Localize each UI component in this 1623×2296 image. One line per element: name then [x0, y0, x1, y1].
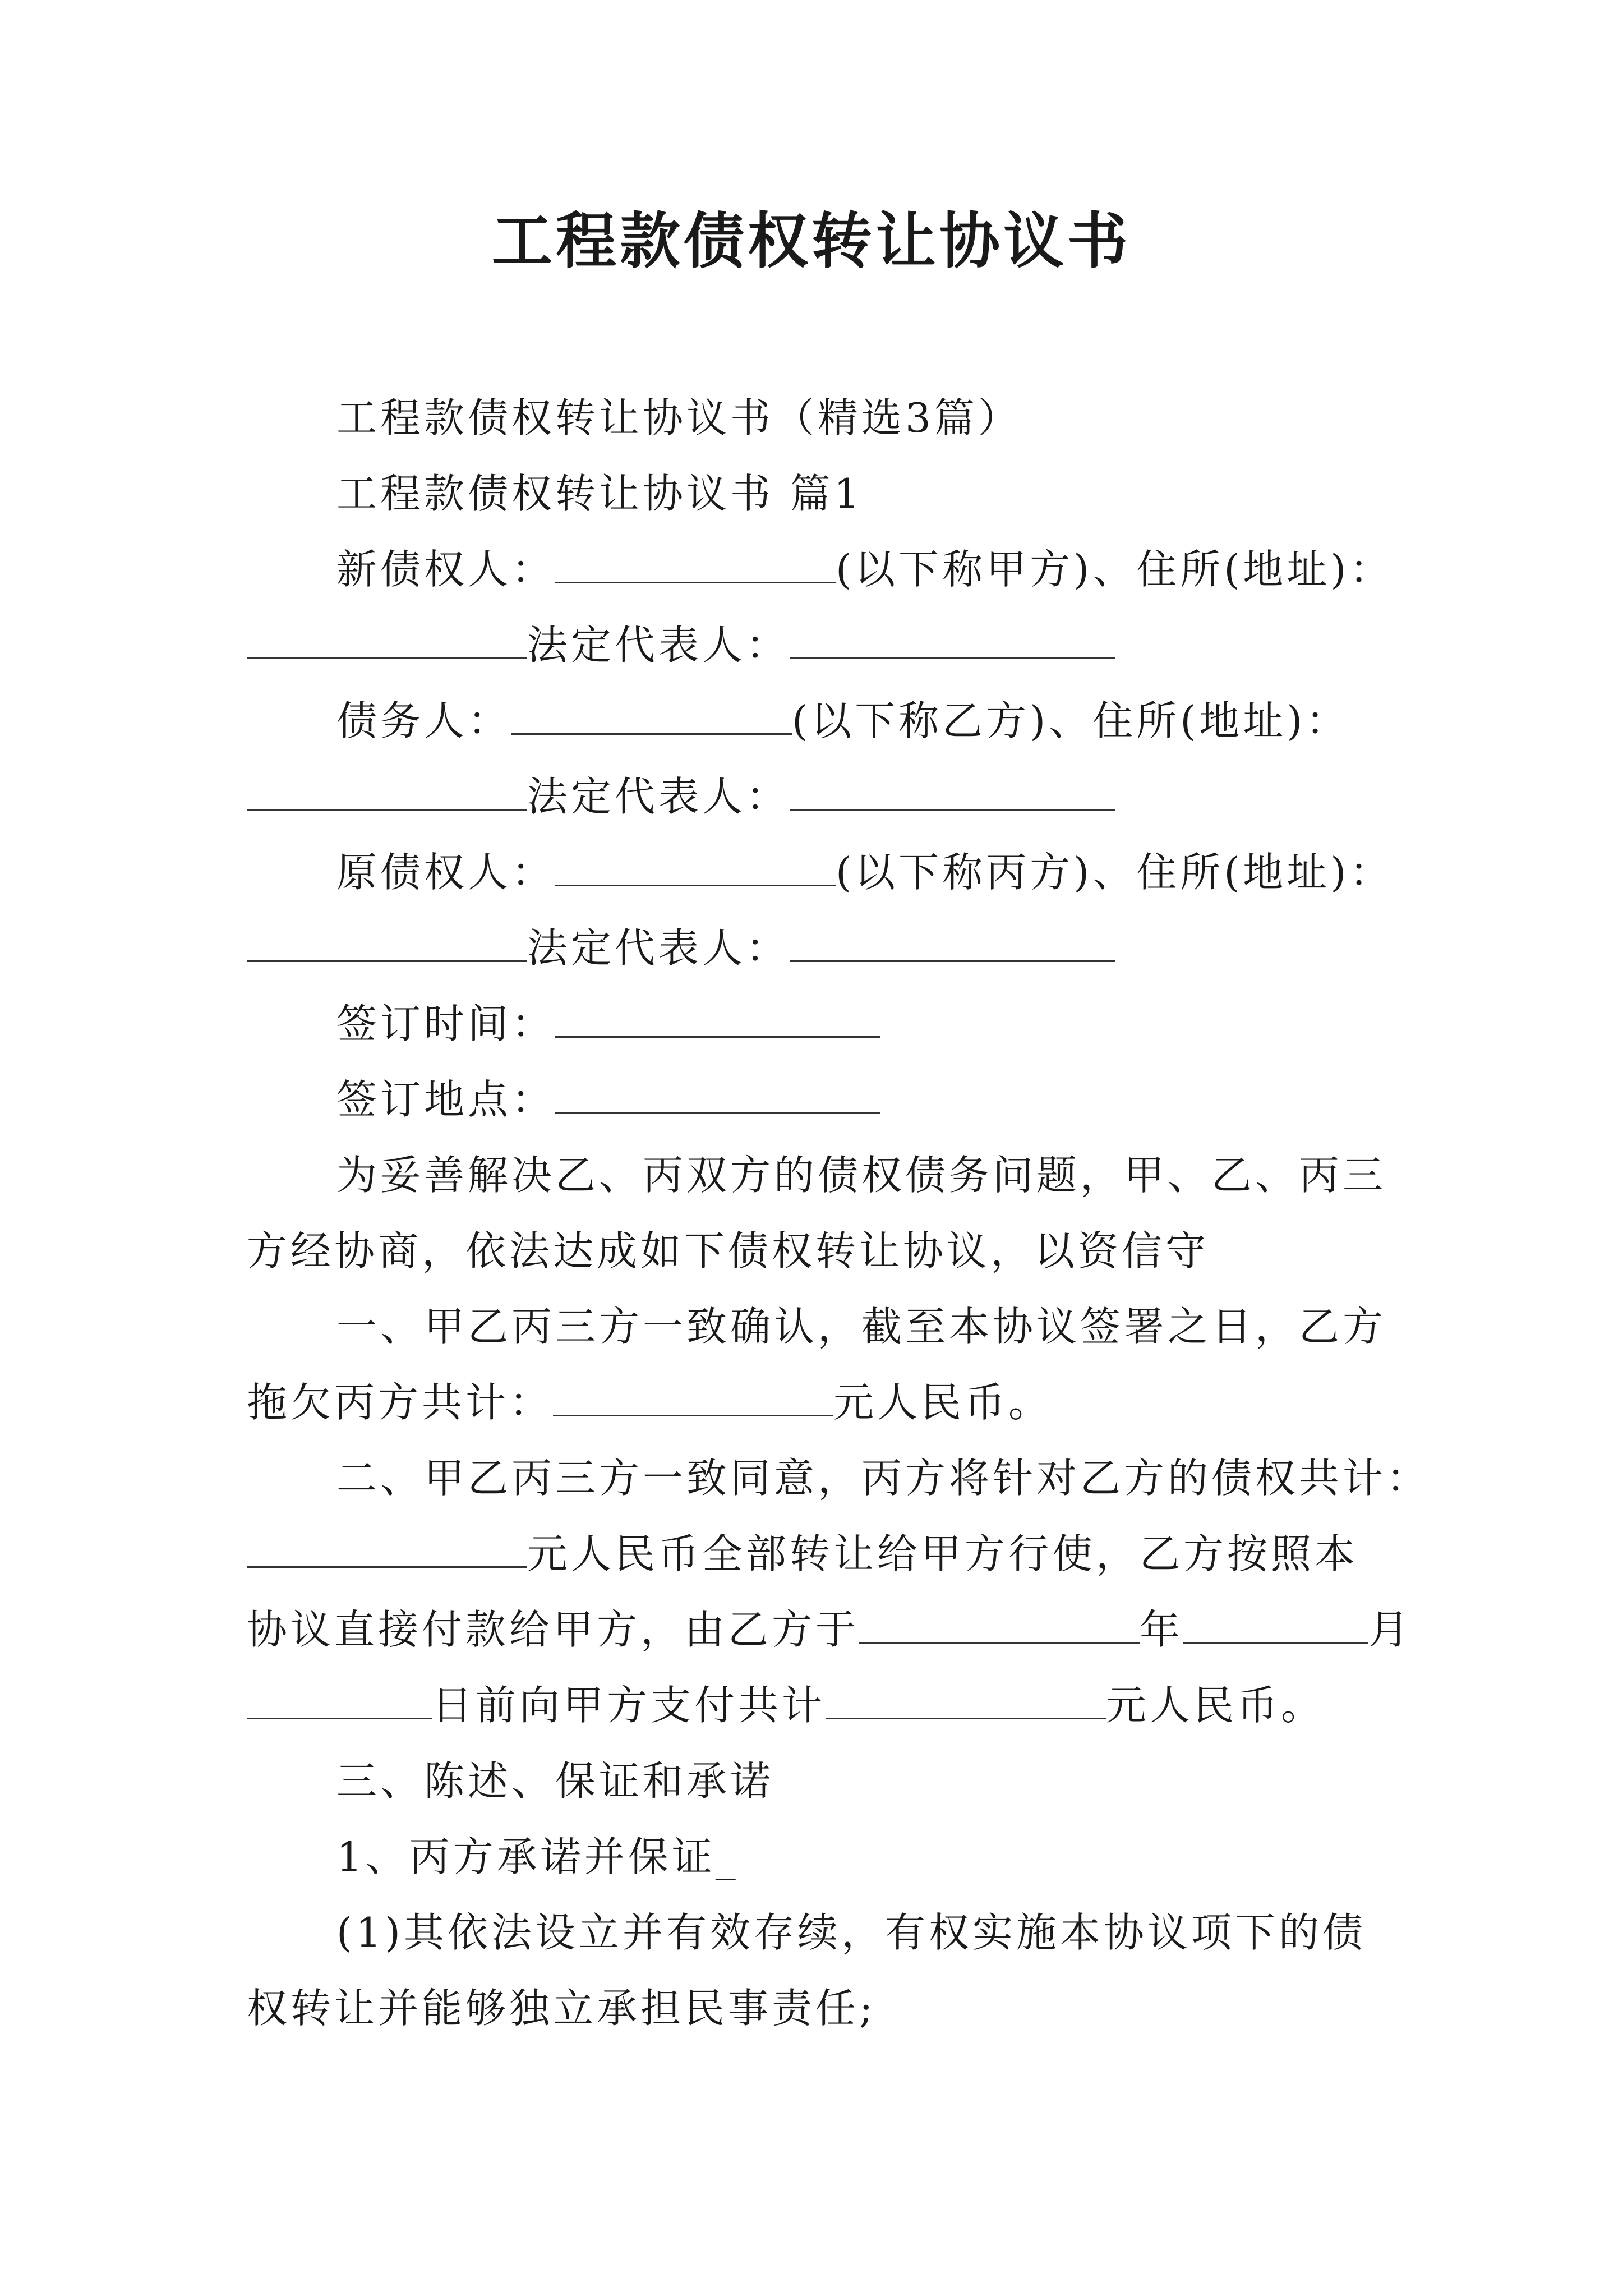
para3-text: 元人民币全部转让给甲方行使，乙方按照本 [527, 1530, 1359, 1577]
new-creditor-line [336, 539, 1393, 600]
blank-field [247, 1526, 527, 1568]
sign-place-label: 签订地点： [336, 1076, 556, 1123]
blank-field [859, 1602, 1140, 1644]
sign-place-line [336, 1069, 880, 1130]
new-creditor-label: 新债权人： [336, 546, 556, 593]
blank-field [553, 1374, 833, 1416]
blank-field [555, 541, 836, 583]
sign-time-line [336, 993, 880, 1055]
item1-1-line2: 权转让并能够独立承担民事责任; [247, 1985, 877, 2032]
blank-field [247, 769, 527, 811]
new-creditor-rep-line [247, 614, 1115, 676]
para2-line1: 一、甲乙丙三方一致确认，截至本协议签署之日，乙方 [336, 1303, 1387, 1350]
debtor-line [336, 690, 1349, 752]
item1-1-line1: (1)其依法设立并有效存续，有权实施本协议项下的债 [336, 1909, 1366, 1956]
debtor-rep-line [247, 766, 1115, 827]
orig-creditor-line [336, 841, 1393, 903]
para3-line1: 二、甲乙丙三方一致同意，丙方将针对乙方的债权共计： [336, 1455, 1431, 1502]
orig-creditor-label: 原债权人： [336, 849, 556, 896]
subtitle: 工程款债权转让协议书（精选3篇） [336, 394, 1022, 441]
para3-line3 [247, 1599, 1412, 1660]
blank-field [555, 844, 836, 886]
para3-text-d: 元人民币。 [1106, 1682, 1325, 1729]
debtor-label: 债务人： [336, 697, 512, 744]
orig-creditor-rep-line [247, 917, 1115, 979]
orig-creditor-suffix: (以下称丙方)、住所(地址)： [836, 849, 1394, 896]
para3-line4 [247, 1674, 1325, 1736]
year-label: 年 [1140, 1606, 1184, 1653]
blank-field [1183, 1602, 1368, 1644]
blank-field [247, 920, 527, 962]
blank-field [790, 617, 1115, 659]
section-title: 工程款债权转让协议书 篇1 [336, 470, 863, 517]
blank-field [511, 693, 792, 735]
blank-field [555, 1071, 880, 1114]
para2-line2 [247, 1372, 1052, 1433]
para1-line2: 方经协商，依法达成如下债权转让协议，以资信守 [247, 1227, 1210, 1274]
blank-field [826, 1677, 1106, 1719]
document-title: 工程款债权转让协议书 [491, 206, 1131, 277]
blank-field [247, 617, 527, 659]
para2-text-b: 元人民币。 [833, 1379, 1053, 1426]
sign-time-label: 签订时间： [336, 1000, 556, 1047]
para2-text-a: 拖欠丙方共计： [247, 1379, 554, 1426]
new-creditor-suffix: (以下称甲方)、住所(地址)： [836, 546, 1394, 593]
legal-rep-label: 法定代表人： [527, 773, 790, 820]
blank-field [790, 920, 1115, 962]
blank-field [555, 996, 880, 1038]
debtor-suffix: (以下称乙方)、住所(地址)： [792, 697, 1350, 744]
section3-heading: 三、陈述、保证和承诺 [336, 1757, 774, 1805]
item1: 1、丙方承诺并保证_ [336, 1833, 739, 1880]
month-label: 月 [1368, 1606, 1413, 1653]
para1-line1: 为妥善解决乙、丙双方的债权债务问题，甲、乙、丙三 [336, 1152, 1387, 1199]
legal-rep-label: 法定代表人： [527, 924, 790, 972]
para3-line2 [247, 1523, 1358, 1585]
para3-text-a: 协议直接付款给甲方，由乙方于 [247, 1606, 860, 1653]
blank-field [790, 769, 1115, 811]
blank-field [247, 1677, 432, 1719]
legal-rep-label: 法定代表人： [527, 622, 790, 669]
para3-text-c: 日前向甲方支付共计 [432, 1682, 826, 1729]
